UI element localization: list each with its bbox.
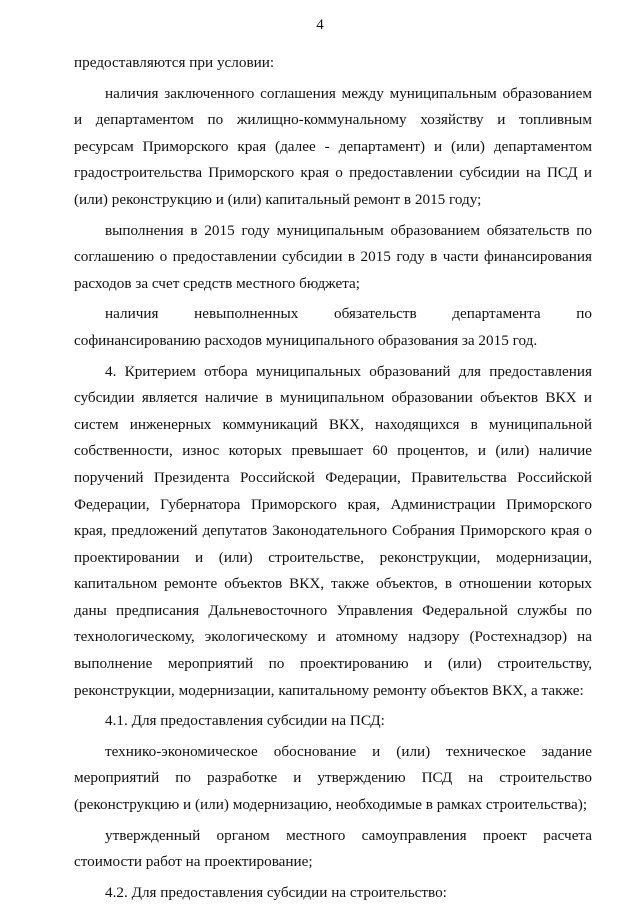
paragraph-condition-cofinancing: наличия невыполненных обязательств департамента по софинансированию расходов муниципального образования за 2015 год. [74, 305, 592, 349]
paragraph-cost-estimate: утвержденный органом местного самоуправления проект расчета стоимости работ на проектирование; [74, 826, 592, 871]
paragraph-condition-agreement: наличия заключенного соглашения между муниципальным образованием и департаментом по жилищно-коммунальному хозяйству и топливным ресурсам Приморского края (далее - департамент) и (или) департаментом градостроительства Приморского края о предоставлении субсидии на ПСД и (или) реконструкцию и (или) капитальный ремонт в 2015 году; [74, 84, 592, 208]
paragraph-condition-obligations: выполнения в 2015 году муниципальным образованием обязательств по соглашению о предоставлении субсидии в 2015 году в части финансирования расходов за счет средств местного бюджета; [74, 221, 592, 292]
heading-4-2: 4.2. Для предоставления субсидии на строительство: [105, 883, 447, 901]
paragraph-selection-criterion: 4. Критерием отбора муниципальных образований для предоставления субсидии является наличие в муниципальном образовании объектов ВКХ и систем инженерных коммуникаций ВКХ, находящихся в муниципальной собственности, износ которых превышает 60 процентов, и (или) наличие поручений Президента Российской Федерации, Правительства Российской Федерации, Губернатора Приморского края, Администрации Приморского края, предложений депутатов Законодательного Собрания Приморского края о проектировании и (или) строительстве, реконструкции, модернизации, капитальном ремонте объектов ВКХ, также объектов, в отношении которых даны предписания Дальневосточного Управления Федеральной службы по технологическому, экологическому и атомному надзору (Ростехнадзор) на выполнение мероприятий по проектированию и (или) строительству, реконструкции, модернизации, капитальному ремонту объектов ВКХ, а также: [74, 362, 592, 699]
paragraph-intro: предоставляются при условии: [74, 54, 275, 71]
document-body [74, 50, 592, 910]
paragraph-feasibility-study: технико-экономическое обоснование и (или) техническое задание мероприятий по разработке и утверждению ПСД на строительство (реконструкцию и (или) модернизацию, необходимые в рамках строительства); [74, 742, 592, 814]
heading-4-1: 4.1. Для предоставления субсидии на ПСД: [105, 712, 385, 730]
page-number: 4 [316, 17, 324, 33]
